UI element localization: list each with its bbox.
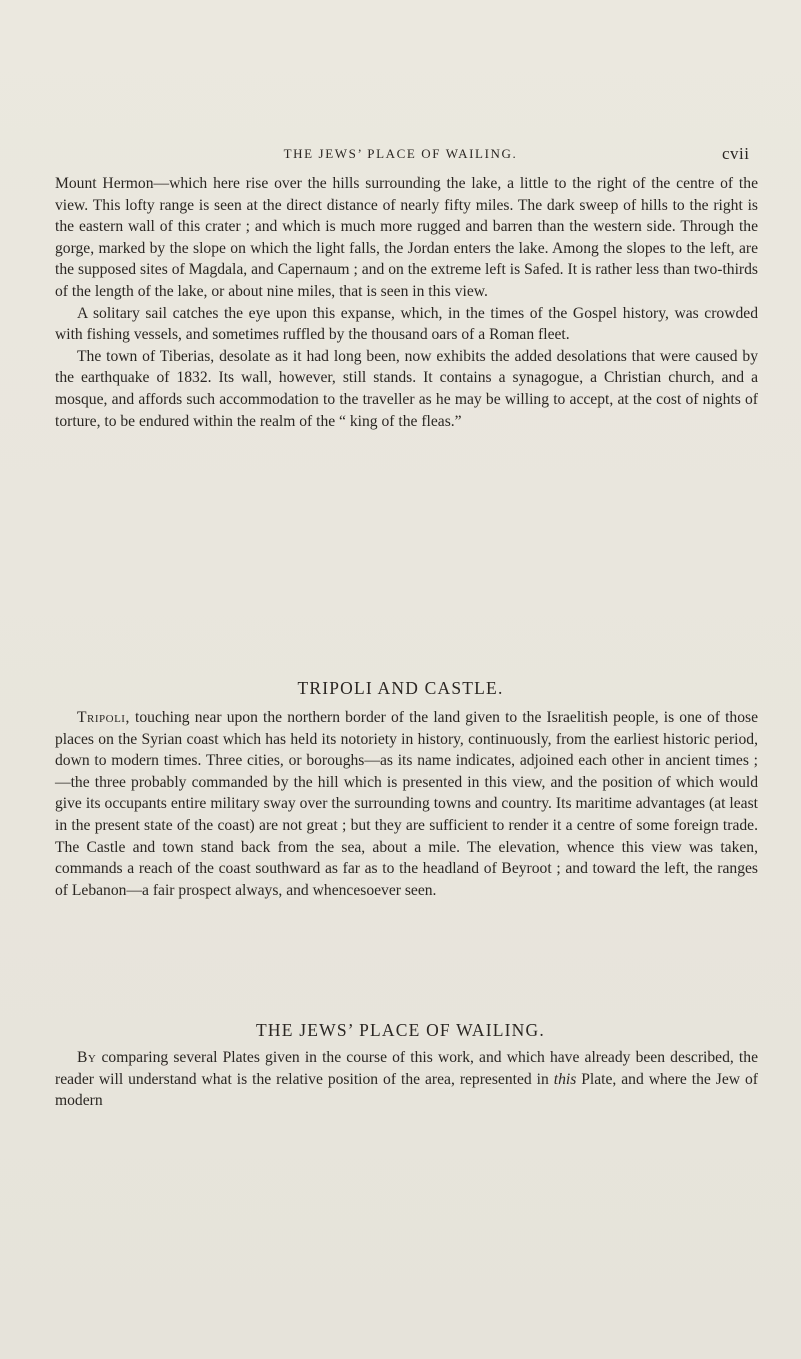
section-tripoli-text xyxy=(55,707,758,901)
section-heading-wailing: THE JEWS’ PLACE OF WAILING. xyxy=(256,1020,545,1040)
paragraph xyxy=(55,1047,758,1112)
paragraph xyxy=(55,707,758,901)
running-head xyxy=(0,146,801,166)
section-wailing-text xyxy=(55,1047,758,1112)
page-number: cvii xyxy=(722,144,750,163)
section-hermon-text xyxy=(55,173,758,432)
lead-word: By xyxy=(77,1049,97,1066)
paragraph-text: comparing several Plates given in the course of this work, and which have already been described, the reader will understand what is the relative position of the area, represented in xyxy=(55,1049,758,1088)
running-title: THE JEWS’ PLACE OF WAILING. xyxy=(283,146,518,161)
paragraph: A solitary sail catches the eye upon this expanse, which, in the times of the Gospel history, was crowded with fishing vessels, and sometimes ruffled by the thousand oars of a Roman fleet. xyxy=(55,304,758,344)
paragraph: The town of Tiberias, desolate as it had long been, now exhibits the added desolations that were caused by the earthquake of 1832. Its wall, however, still stands. It contains a synagogue, a Christian church, and a mosque, and affords such accommodation to the traveller as he may be willing to accept, at the cost of nights of torture, to be endured within the realm of the “ king of the fleas.” xyxy=(55,347,758,430)
italic-word: this xyxy=(553,1070,577,1088)
paragraph-text: touching near upon the northern border of the land given to the Israelitish people, is one of those places on the Syrian coast which has held its notoriety in history, continuously, from the earliest historic period, down to modern times. Three cities, or boroughs—as its name indicates, adjoined each other in ancient times ;—the three probably commanded by the hill which is presented in this view, and the position of which would give its occupants entire military sway over the surrounding towns and country. Its maritime advantages (at least in the present state of the coast) are not great ; but they are sufficient to render it a centre of some foreign trade. The Castle and town stand back from the sea, about a mile. The elevation, whence this view was taken, commands a reach of the coast southward as far as to the headland of Beyroot ; and toward the left, the ranges of Lebanon—a fair prospect always, and whencesoever seen. xyxy=(55,709,758,899)
lead-word: Tripoli, xyxy=(77,709,130,726)
paragraph-text: Plate, and where the Jew of modern xyxy=(55,1070,758,1110)
paragraph: Mount Hermon—which here rise over the hills surrounding the lake, a little to the right of the centre of the view. This lofty range is seen at the direct distance of nearly fifty miles. The dark sweep of hills to the right is the eastern wall of this crater ; and which is much more rugged and barren than the western side. Through the gorge, marked by the slope on which the light falls, the Jordan enters the lake. Among the slopes to the left, are the supposed sites of Magdala, and Capernaum ; and on the extreme left is Safed. It is rather less than two-thirds of the length of the lake, or about nine miles, that is seen in this view. xyxy=(55,175,758,300)
section-heading-tripoli: TRIPOLI AND CASTLE. xyxy=(297,678,504,698)
